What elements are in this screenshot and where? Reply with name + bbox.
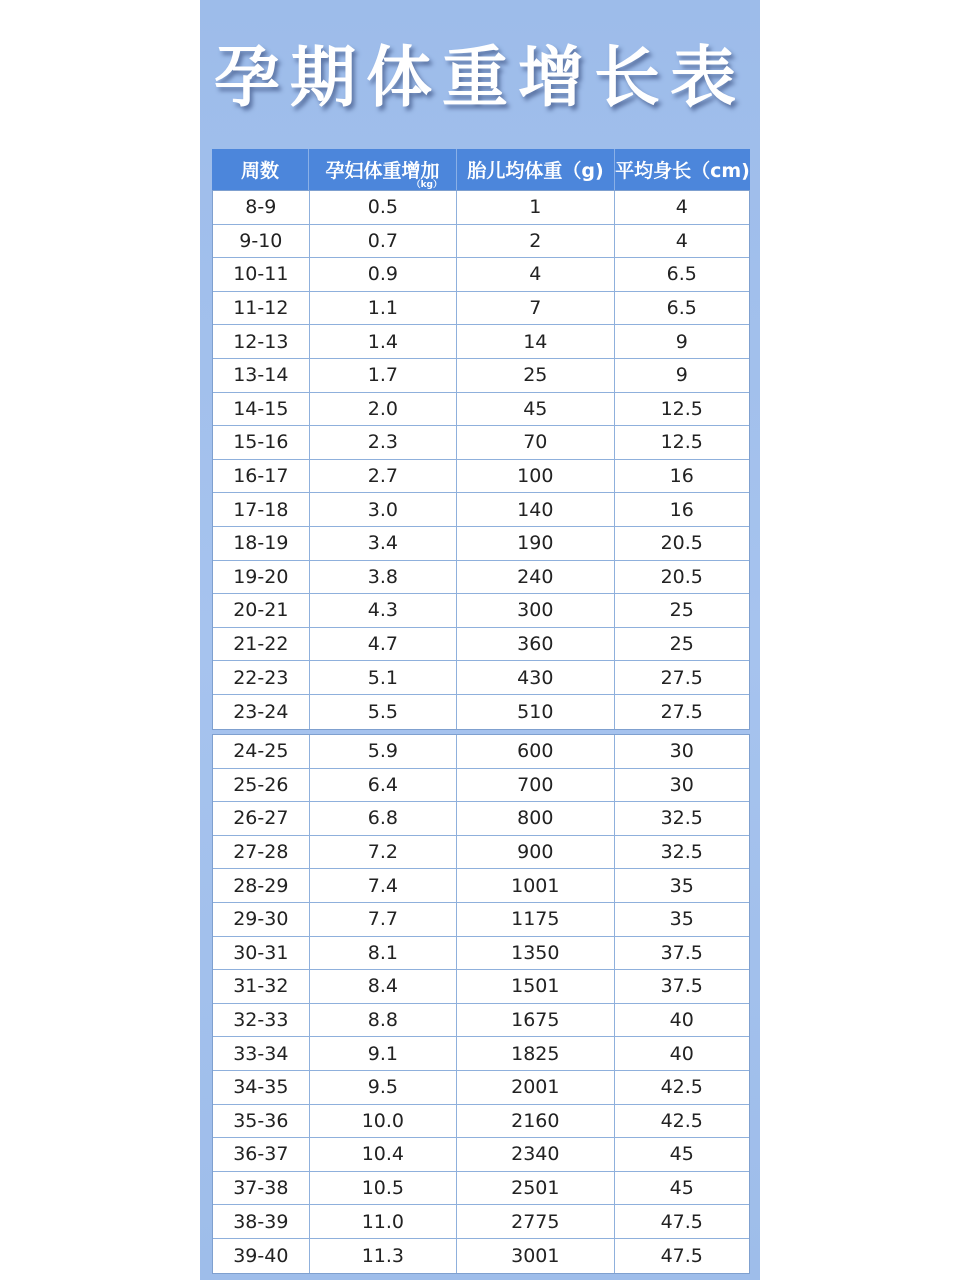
cell-fetal-weight: 2775 [457, 1205, 614, 1238]
cell-average-length: 6.5 [666, 297, 697, 320]
cell-mother-weight-gain: 7.4 [310, 869, 457, 902]
cell-weeks: 26-27 [213, 802, 310, 835]
cell-average-length: 25 [669, 599, 694, 622]
cell-weeks: 11-12 [213, 292, 310, 325]
cell-average-length: 32.5 [660, 841, 703, 864]
cell-fetal-weight: 430 [457, 661, 614, 694]
cell-weeks: 30-31 [213, 937, 310, 970]
cell-fetal-weight: 300 [457, 594, 614, 627]
cell-mother-weight-gain: 9.1 [310, 1037, 457, 1070]
cell-mother-weight-gain: 5.9 [310, 735, 457, 768]
cell-weeks: 15-16 [213, 426, 310, 459]
cell-weeks: 38-39 [213, 1205, 310, 1238]
cell-weeks: 21-22 [213, 628, 310, 661]
table-row [213, 191, 749, 225]
cell-mother-weight-gain: 11.0 [310, 1205, 457, 1238]
cell-fetal-weight: 240 [457, 561, 614, 594]
cell-weeks: 18-19 [213, 527, 310, 560]
cell-weeks: 22-23 [213, 661, 310, 694]
cell-weeks: 19-20 [213, 561, 310, 594]
table-row [213, 493, 749, 527]
cell-weeks: 27-28 [213, 836, 310, 869]
table-row [213, 1138, 749, 1172]
cell-mother-weight-gain: 9.5 [310, 1071, 457, 1104]
cell-average-length: 45 [669, 1143, 694, 1166]
table-row [213, 1105, 749, 1139]
cell-average-length: 30 [669, 740, 694, 763]
cell-mother-weight-gain: 0.9 [310, 258, 457, 291]
cell-mother-weight-gain: 6.4 [310, 769, 457, 802]
cell-average-length: 16 [669, 498, 694, 521]
cell-average-length: 30 [669, 773, 694, 796]
cell-mother-weight-gain: 8.1 [310, 937, 457, 970]
cell-fetal-weight: 360 [457, 628, 614, 661]
cell-mother-weight-gain: 4.7 [310, 628, 457, 661]
cell-fetal-weight: 510 [457, 695, 614, 729]
table-row [213, 937, 749, 971]
cell-fetal-weight: 2501 [457, 1172, 614, 1205]
cell-weeks: 32-33 [213, 1004, 310, 1037]
cell-weeks: 10-11 [213, 258, 310, 291]
table-row [213, 460, 749, 494]
cell-average-length: 42.5 [660, 1109, 703, 1132]
cell-weeks: 29-30 [213, 903, 310, 936]
header-weeks: 周数 [212, 149, 309, 190]
cell-average-length: 16 [669, 465, 694, 488]
cell-average-length: 6.5 [666, 263, 697, 286]
cell-average-length: 27.5 [660, 700, 703, 723]
cell-mother-weight-gain: 10.4 [310, 1138, 457, 1171]
cell-weeks: 20-21 [213, 594, 310, 627]
cell-average-length: 20.5 [660, 565, 703, 588]
cell-fetal-weight: 7 [457, 292, 614, 325]
cell-fetal-weight: 1675 [457, 1004, 614, 1037]
header-unit-kg: （kg） [411, 180, 442, 190]
cell-fetal-weight: 1175 [457, 903, 614, 936]
cell-average-length: 47.5 [660, 1244, 703, 1267]
cell-average-length: 4 [675, 196, 688, 219]
cell-mother-weight-gain: 1.4 [310, 325, 457, 358]
cell-fetal-weight: 1001 [457, 869, 614, 902]
cell-fetal-weight: 900 [457, 836, 614, 869]
cell-fetal-weight: 100 [457, 460, 614, 493]
table-row [213, 869, 749, 903]
cell-fetal-weight: 190 [457, 527, 614, 560]
cell-average-length: 42.5 [660, 1076, 703, 1099]
cell-average-length: 9 [675, 330, 688, 353]
cell-weeks: 12-13 [213, 325, 310, 358]
page-title: 孕期体重增长表 [214, 39, 746, 116]
header-average-length: 平均身长（cm) [615, 160, 750, 182]
table-row [213, 359, 749, 393]
cell-mother-weight-gain: 0.7 [310, 225, 457, 258]
table-row [213, 225, 749, 259]
cell-weeks: 8-9 [213, 191, 310, 224]
cell-mother-weight-gain: 10.0 [310, 1105, 457, 1138]
cell-fetal-weight: 70 [457, 426, 614, 459]
cell-mother-weight-gain: 10.5 [310, 1172, 457, 1205]
cell-fetal-weight: 600 [457, 735, 614, 768]
table-row [213, 325, 749, 359]
cell-average-length: 40 [669, 1042, 694, 1065]
table-row [213, 1071, 749, 1105]
cell-mother-weight-gain: 3.0 [310, 493, 457, 526]
cell-fetal-weight: 2001 [457, 1071, 614, 1104]
cell-fetal-weight: 3001 [457, 1239, 614, 1273]
cell-weeks: 31-32 [213, 970, 310, 1003]
table-part-1 [212, 190, 750, 730]
table-row [213, 970, 749, 1004]
table-row [213, 258, 749, 292]
cell-weeks: 37-38 [213, 1172, 310, 1205]
cell-fetal-weight: 1825 [457, 1037, 614, 1070]
cell-weeks: 16-17 [213, 460, 310, 493]
cell-weeks: 34-35 [213, 1071, 310, 1104]
cell-mother-weight-gain: 11.3 [310, 1239, 457, 1273]
cell-fetal-weight: 800 [457, 802, 614, 835]
cell-average-length: 37.5 [660, 941, 703, 964]
cell-fetal-weight: 1 [457, 191, 614, 224]
table-row [213, 802, 749, 836]
table-part-2 [212, 734, 750, 1274]
cell-mother-weight-gain: 7.7 [310, 903, 457, 936]
cell-weeks: 39-40 [213, 1239, 310, 1273]
table-row [213, 594, 749, 628]
cell-weeks: 14-15 [213, 393, 310, 426]
cell-mother-weight-gain: 2.0 [310, 393, 457, 426]
cell-weeks: 17-18 [213, 493, 310, 526]
cell-fetal-weight: 4 [457, 258, 614, 291]
cell-average-length: 12.5 [660, 397, 703, 420]
cell-weeks: 36-37 [213, 1138, 310, 1171]
table-row [213, 426, 749, 460]
cell-average-length: 37.5 [660, 975, 703, 998]
cell-fetal-weight: 140 [457, 493, 614, 526]
table-row [213, 561, 749, 595]
table-row [213, 836, 749, 870]
table-row [213, 695, 749, 729]
cell-fetal-weight: 25 [457, 359, 614, 392]
cell-average-length: 20.5 [660, 532, 703, 555]
cell-average-length: 27.5 [660, 666, 703, 689]
table-row [213, 1037, 749, 1071]
cell-fetal-weight: 45 [457, 393, 614, 426]
cell-mother-weight-gain: 5.1 [310, 661, 457, 694]
table-row [213, 1004, 749, 1038]
cell-average-length: 25 [669, 633, 694, 656]
cell-mother-weight-gain: 4.3 [310, 594, 457, 627]
cell-weeks: 35-36 [213, 1105, 310, 1138]
cell-average-length: 12.5 [660, 431, 703, 454]
cell-average-length: 35 [669, 908, 694, 931]
cell-fetal-weight: 1501 [457, 970, 614, 1003]
header-mother-weight-gain-label: 孕妇体重增加 [325, 160, 440, 182]
table-row [213, 735, 749, 769]
cell-average-length: 4 [675, 229, 688, 252]
cell-average-length: 35 [669, 874, 694, 897]
table-row [213, 527, 749, 561]
cell-mother-weight-gain: 2.3 [310, 426, 457, 459]
table-row [213, 1172, 749, 1206]
cell-weeks: 24-25 [213, 735, 310, 768]
cell-fetal-weight: 2340 [457, 1138, 614, 1171]
cell-fetal-weight: 2 [457, 225, 614, 258]
cell-mother-weight-gain: 1.7 [310, 359, 457, 392]
header-fetal-weight: 胎儿均体重（g) [457, 149, 615, 190]
cell-mother-weight-gain: 6.8 [310, 802, 457, 835]
cell-weeks: 33-34 [213, 1037, 310, 1070]
table-row [213, 903, 749, 937]
cell-average-length: 32.5 [660, 807, 703, 830]
cell-fetal-weight: 14 [457, 325, 614, 358]
cell-mother-weight-gain: 8.4 [310, 970, 457, 1003]
table-row [213, 769, 749, 803]
cell-weeks: 9-10 [213, 225, 310, 258]
table-row [213, 1205, 749, 1239]
cell-fetal-weight: 2160 [457, 1105, 614, 1138]
cell-mother-weight-gain: 0.5 [310, 191, 457, 224]
cell-weeks: 23-24 [213, 695, 310, 729]
cell-fetal-weight: 700 [457, 769, 614, 802]
cell-average-length: 9 [675, 364, 688, 387]
cell-mother-weight-gain: 3.4 [310, 527, 457, 560]
table-row [213, 661, 749, 695]
table-header [212, 149, 750, 190]
header-mother-weight-gain [309, 149, 457, 190]
cell-mother-weight-gain: 7.2 [310, 836, 457, 869]
table-row [213, 628, 749, 662]
cell-mother-weight-gain: 2.7 [310, 460, 457, 493]
cell-fetal-weight: 1350 [457, 937, 614, 970]
cell-mother-weight-gain: 8.8 [310, 1004, 457, 1037]
cell-mother-weight-gain: 1.1 [310, 292, 457, 325]
cell-weeks: 25-26 [213, 769, 310, 802]
cell-average-length: 45 [669, 1177, 694, 1200]
cell-mother-weight-gain: 3.8 [310, 561, 457, 594]
cell-weeks: 13-14 [213, 359, 310, 392]
cell-weeks: 28-29 [213, 869, 310, 902]
table-row [213, 393, 749, 427]
table-row [213, 1239, 749, 1273]
cell-average-length: 40 [669, 1009, 694, 1032]
table-row [213, 292, 749, 326]
cell-mother-weight-gain: 5.5 [310, 695, 457, 729]
cell-average-length: 47.5 [660, 1210, 703, 1233]
